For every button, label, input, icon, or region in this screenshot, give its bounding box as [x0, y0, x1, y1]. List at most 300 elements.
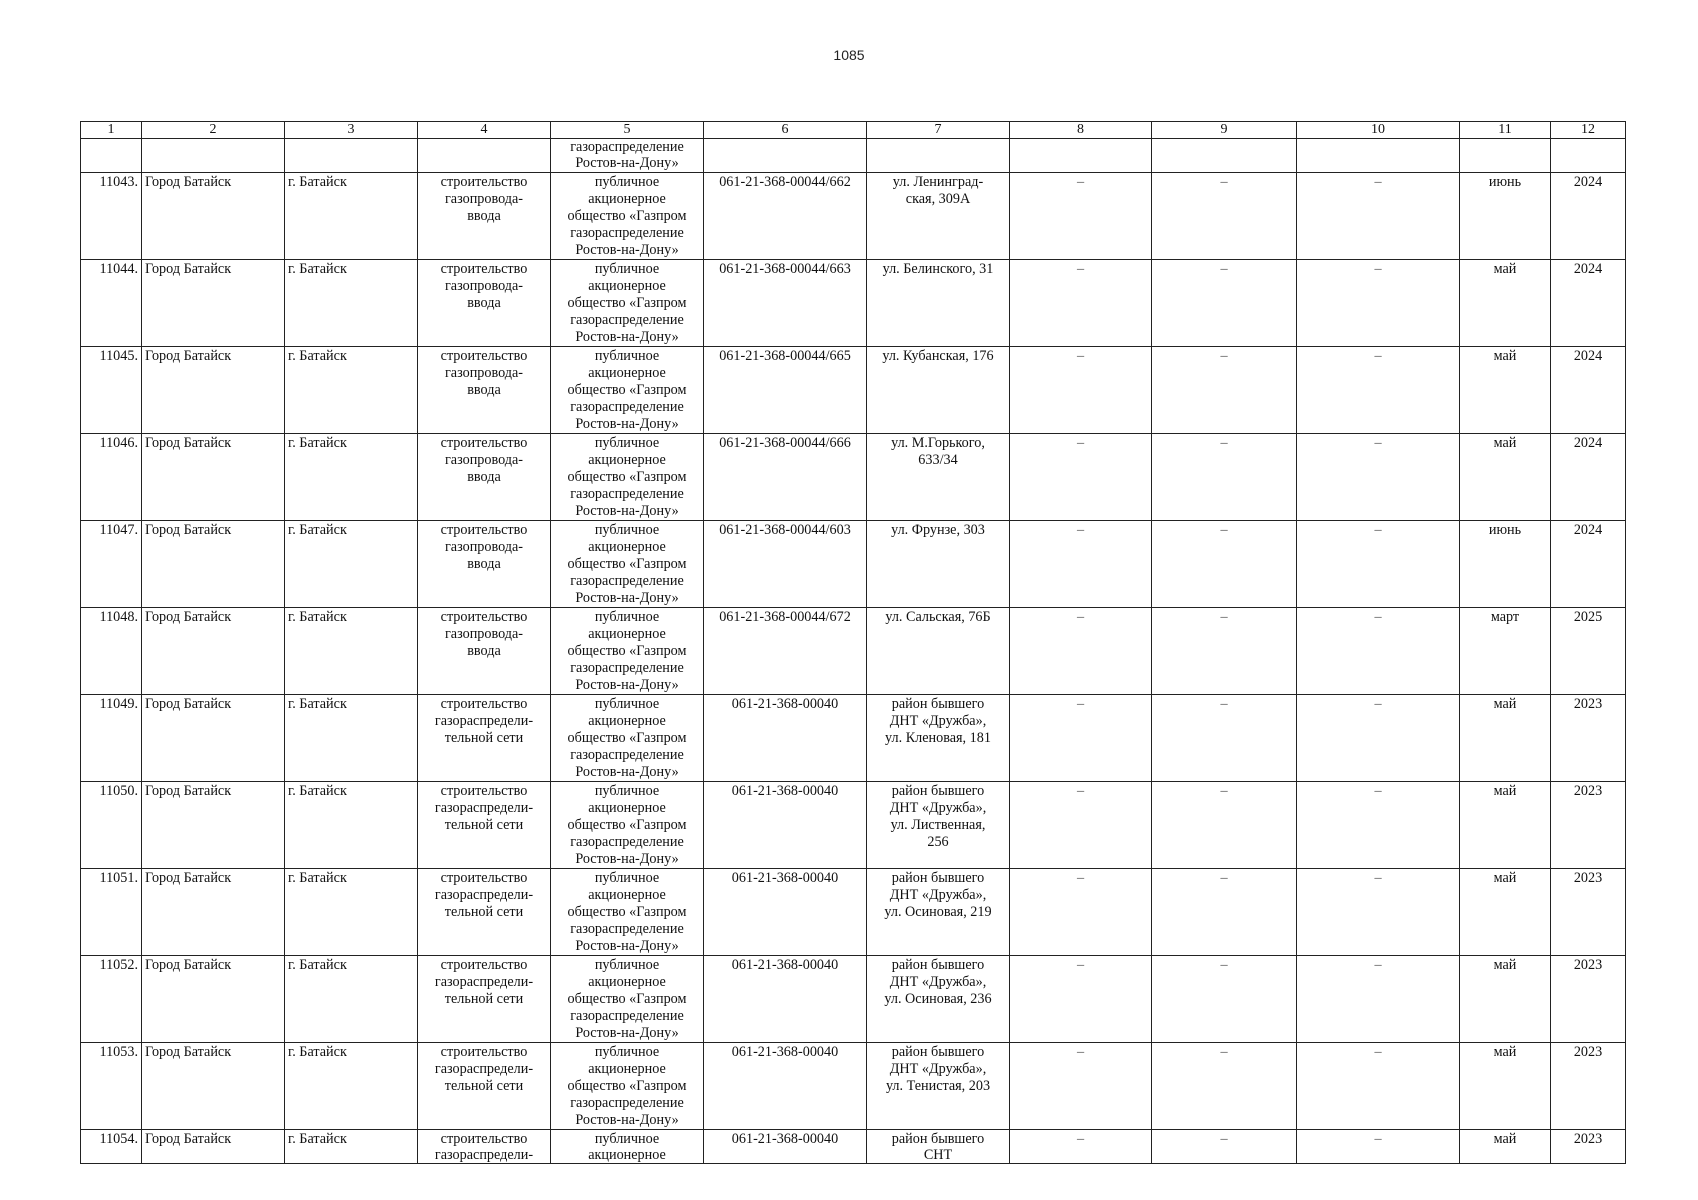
cell-col8: –	[1010, 782, 1152, 869]
cell-work-line: тельной сети	[444, 817, 524, 833]
table-row	[81, 956, 1626, 1043]
cell-organization-line: Ростов-на-Дону»	[575, 851, 679, 867]
cell-organization-line: Ростов-на-Дону»	[575, 1025, 679, 1041]
cell-organization-line: Ростов-на-Дону»	[575, 329, 679, 345]
cell-work	[418, 260, 551, 347]
cell-address-line: ул. Кубанская, 176	[882, 348, 994, 364]
cell-address-line: СНТ	[923, 1147, 953, 1163]
cell-work-line: газораспредели-	[434, 887, 534, 903]
column-header: 2	[142, 122, 285, 139]
cell-work-line: тельной сети	[444, 904, 524, 920]
cell-empty	[1152, 139, 1297, 173]
cell-number: 11051.	[81, 869, 142, 956]
cell-municipality: Город Батайск	[142, 173, 285, 260]
cell-work-line: строительство	[440, 174, 528, 190]
cell-work-line: строительство	[440, 348, 528, 364]
cell-organization-line: акционерное	[588, 365, 666, 381]
cell-organization	[551, 956, 704, 1043]
cell-address-line: ул. Фрунзе, 303	[891, 522, 985, 538]
cell-col8: –	[1010, 260, 1152, 347]
cell-month: май	[1460, 434, 1551, 521]
cell-number: 11045.	[81, 347, 142, 434]
cell-address-line: ул. Сальская, 76Б	[885, 609, 991, 625]
cell-work-line: газопровода-	[444, 365, 524, 381]
cell-empty	[1551, 139, 1626, 173]
cell-col10: –	[1297, 260, 1460, 347]
cell-code: 061-21-368-00040	[704, 1043, 867, 1130]
cell-address-line: ДНТ «Дружба»,	[889, 713, 987, 729]
cell-organization-line: общество «Газпром	[567, 643, 687, 659]
cell-col8: –	[1010, 1130, 1152, 1164]
cell-organization	[551, 1130, 704, 1164]
cell-month: май	[1460, 347, 1551, 434]
cell-work-line: строительство	[440, 1044, 528, 1060]
cell-work-line: ввода	[467, 382, 501, 398]
cell-col9: –	[1152, 260, 1297, 347]
cell-col10: –	[1297, 434, 1460, 521]
cell-organization	[551, 521, 704, 608]
cell-address-line: 633/34	[918, 452, 958, 468]
cell-settlement: г. Батайск	[285, 782, 418, 869]
cell-year: 2024	[1551, 521, 1626, 608]
cell-work	[418, 173, 551, 260]
cell-organization-line: публичное	[594, 1044, 660, 1060]
cell-settlement: г. Батайск	[285, 347, 418, 434]
cell-month: май	[1460, 1130, 1551, 1164]
cell-organization-line: общество «Газпром	[567, 1078, 687, 1094]
cell-address-line: ДНТ «Дружба»,	[889, 1061, 987, 1077]
cell-organization-line: публичное	[594, 261, 660, 277]
cell-address-line: ул. Белинского, 31	[882, 261, 994, 277]
column-header: 11	[1460, 122, 1551, 139]
cell-organization-line: акционерное	[588, 278, 666, 294]
cell-organization-line: общество «Газпром	[567, 208, 687, 224]
cell-work-line: тельной сети	[444, 730, 524, 746]
cell-address	[867, 260, 1010, 347]
cell-municipality: Город Батайск	[142, 521, 285, 608]
cell-work-line: газопровода-	[444, 278, 524, 294]
cell-address-line: район бывшего	[891, 696, 985, 712]
cell-address	[867, 782, 1010, 869]
cell-address	[867, 521, 1010, 608]
cell-col8: –	[1010, 347, 1152, 434]
table-row	[81, 782, 1626, 869]
cell-address-line: ул. Тенистая, 203	[885, 1078, 991, 1094]
cell-month: май	[1460, 956, 1551, 1043]
cell-work-line: тельной сети	[444, 1078, 524, 1094]
cell-organization	[551, 608, 704, 695]
cell-col8: –	[1010, 608, 1152, 695]
cell-number: 11050.	[81, 782, 142, 869]
table-row	[81, 608, 1626, 695]
cell-organization-line: газораспределение	[570, 225, 684, 241]
cell-month: май	[1460, 1043, 1551, 1130]
cell-work-line: ввода	[467, 208, 501, 224]
cell-work-line: тельной сети	[444, 991, 524, 1007]
header-row	[81, 122, 1626, 139]
cell-organization-line: публичное	[594, 957, 660, 973]
cell-address	[867, 869, 1010, 956]
cell-col9: –	[1152, 434, 1297, 521]
cell-work-line: газопровода-	[444, 191, 524, 207]
cell-municipality: Город Батайск	[142, 260, 285, 347]
cell-number: 11054.	[81, 1130, 142, 1164]
cell-organization-line: общество «Газпром	[567, 295, 687, 311]
cell-year: 2024	[1551, 434, 1626, 521]
cell-organization-line: акционерное	[588, 887, 666, 903]
cell-empty	[704, 139, 867, 173]
cell-organization-line: публичное	[594, 1131, 660, 1147]
cell-settlement: г. Батайск	[285, 434, 418, 521]
cell-empty	[142, 139, 285, 173]
cell-address-line: район бывшего	[891, 957, 985, 973]
cell-organization	[551, 869, 704, 956]
cell-organization-line: акционерное	[588, 1147, 666, 1163]
cell-settlement: г. Батайск	[285, 173, 418, 260]
cell-municipality: Город Батайск	[142, 695, 285, 782]
cell-organization-line: Ростов-на-Дону»	[575, 590, 679, 606]
cell-address-line: ДНТ «Дружба»,	[889, 887, 987, 903]
cell-address	[867, 956, 1010, 1043]
cell-settlement: г. Батайск	[285, 1043, 418, 1130]
cell-work	[418, 521, 551, 608]
cell-work-line: строительство	[440, 783, 528, 799]
cell-organization	[551, 139, 704, 173]
cell-col8: –	[1010, 956, 1152, 1043]
cell-code: 061-21-368-00044/662	[704, 173, 867, 260]
cell-settlement: г. Батайск	[285, 608, 418, 695]
cell-work	[418, 434, 551, 521]
table-row	[81, 695, 1626, 782]
cell-col8: –	[1010, 173, 1152, 260]
cell-address-line: ул. Ленинград-	[892, 174, 984, 190]
table-row	[81, 521, 1626, 608]
cell-work-line: строительство	[440, 435, 528, 451]
cell-address-line: ул. Кленовая, 181	[885, 730, 991, 746]
cell-col9: –	[1152, 782, 1297, 869]
cell-municipality: Город Батайск	[142, 347, 285, 434]
cell-code: 061-21-368-00040	[704, 1130, 867, 1164]
cell-work-line: строительство	[440, 522, 528, 538]
cell-address-line: район бывшего	[891, 870, 985, 886]
cell-settlement: г. Батайск	[285, 521, 418, 608]
table-row	[81, 869, 1626, 956]
cell-work	[418, 1043, 551, 1130]
cell-organization	[551, 1043, 704, 1130]
table-row	[81, 347, 1626, 434]
cell-address	[867, 434, 1010, 521]
cell-municipality: Город Батайск	[142, 782, 285, 869]
cell-organization-line: газораспределение	[570, 660, 684, 676]
cell-year: 2023	[1551, 956, 1626, 1043]
cell-work	[418, 1130, 551, 1164]
registry-table	[80, 121, 1626, 1164]
cell-work	[418, 782, 551, 869]
table-row	[81, 260, 1626, 347]
cell-code: 061-21-368-00040	[704, 956, 867, 1043]
organization-line: газораспределение	[570, 139, 684, 155]
cell-empty	[418, 139, 551, 173]
column-header: 9	[1152, 122, 1297, 139]
cell-organization-line: акционерное	[588, 626, 666, 642]
cell-col10: –	[1297, 1043, 1460, 1130]
cell-address-line: 256	[927, 834, 949, 850]
cell-organization-line: общество «Газпром	[567, 817, 687, 833]
cell-code: 061-21-368-00040	[704, 695, 867, 782]
cell-address-line: район бывшего	[891, 783, 985, 799]
column-header: 8	[1010, 122, 1152, 139]
cell-organization-line: газораспределение	[570, 486, 684, 502]
column-header: 4	[418, 122, 551, 139]
cell-organization-line: газораспределение	[570, 747, 684, 763]
cell-work-line: ввода	[467, 295, 501, 311]
cell-municipality: Город Батайск	[142, 434, 285, 521]
column-header: 12	[1551, 122, 1626, 139]
cell-address-line: ул. Лиственная,	[890, 817, 986, 833]
column-header: 1	[81, 122, 142, 139]
cell-work-line: строительство	[440, 609, 528, 625]
cell-work-line: строительство	[440, 870, 528, 886]
cell-address	[867, 1130, 1010, 1164]
cell-col9: –	[1152, 1043, 1297, 1130]
cell-address	[867, 347, 1010, 434]
cell-empty	[1297, 139, 1460, 173]
cell-year: 2023	[1551, 782, 1626, 869]
table-row	[81, 173, 1626, 260]
cell-organization-line: акционерное	[588, 452, 666, 468]
cell-organization-line: Ростов-на-Дону»	[575, 764, 679, 780]
cell-year: 2024	[1551, 260, 1626, 347]
cell-code: 061-21-368-00044/672	[704, 608, 867, 695]
cell-organization-line: газораспределение	[570, 1095, 684, 1111]
cell-organization-line: акционерное	[588, 713, 666, 729]
cell-organization-line: Ростов-на-Дону»	[575, 503, 679, 519]
cell-empty	[81, 139, 142, 173]
cell-work-line: строительство	[440, 261, 528, 277]
cell-empty	[1460, 139, 1551, 173]
cell-municipality: Город Батайск	[142, 608, 285, 695]
cell-work-line: ввода	[467, 556, 501, 572]
cell-month: июнь	[1460, 521, 1551, 608]
cell-year: 2023	[1551, 1130, 1626, 1164]
cell-col9: –	[1152, 1130, 1297, 1164]
cell-code: 061-21-368-00044/603	[704, 521, 867, 608]
page-number: 1085	[833, 47, 865, 63]
cell-code: 061-21-368-00040	[704, 869, 867, 956]
cell-empty	[867, 139, 1010, 173]
cell-settlement: г. Батайск	[285, 956, 418, 1043]
cell-col9: –	[1152, 173, 1297, 260]
cell-organization-line: газораспределение	[570, 1008, 684, 1024]
cell-address-line: ул. М.Горького,	[891, 435, 985, 451]
table-row	[81, 1043, 1626, 1130]
cell-number: 11048.	[81, 608, 142, 695]
table-header	[81, 122, 1626, 139]
cell-organization-line: общество «Газпром	[567, 469, 687, 485]
cell-municipality: Город Батайск	[142, 869, 285, 956]
cell-settlement: г. Батайск	[285, 260, 418, 347]
column-header: 3	[285, 122, 418, 139]
cell-col10: –	[1297, 1130, 1460, 1164]
cell-organization-line: Ростов-на-Дону»	[575, 242, 679, 258]
cell-month: май	[1460, 260, 1551, 347]
cell-work	[418, 608, 551, 695]
cell-settlement: г. Батайск	[285, 695, 418, 782]
cell-organization-line: публичное	[594, 609, 660, 625]
cell-empty	[1010, 139, 1152, 173]
column-header: 7	[867, 122, 1010, 139]
cell-col9: –	[1152, 956, 1297, 1043]
cell-address-line: район бывшего	[891, 1044, 985, 1060]
cell-year: 2024	[1551, 347, 1626, 434]
cell-col9: –	[1152, 347, 1297, 434]
cell-organization-line: газораспределение	[570, 921, 684, 937]
cell-work-line: строительство	[440, 696, 528, 712]
cell-work-line: газораспредели-	[434, 800, 534, 816]
cell-organization-line: акционерное	[588, 800, 666, 816]
cell-address-line: ул. Осиновая, 219	[884, 904, 992, 920]
cell-work	[418, 347, 551, 434]
cell-organization-line: Ростов-на-Дону»	[575, 677, 679, 693]
cell-col8: –	[1010, 434, 1152, 521]
cell-col10: –	[1297, 173, 1460, 260]
cell-organization-line: акционерное	[588, 1061, 666, 1077]
table-body	[81, 139, 1626, 1164]
continuation-row	[81, 139, 1626, 173]
cell-organization-line: публичное	[594, 783, 660, 799]
column-header: 5	[551, 122, 704, 139]
cell-organization-line: Ростов-на-Дону»	[575, 1112, 679, 1128]
cell-organization-line: публичное	[594, 522, 660, 538]
cell-col8: –	[1010, 521, 1152, 608]
cell-work	[418, 695, 551, 782]
cell-address-line: ул. Осиновая, 236	[884, 991, 992, 1007]
cell-col10: –	[1297, 695, 1460, 782]
cell-number: 11052.	[81, 956, 142, 1043]
cell-work-line: строительство	[440, 957, 528, 973]
cell-work-line: газопровода-	[444, 626, 524, 642]
cell-number: 11046.	[81, 434, 142, 521]
cell-organization-line: публичное	[594, 435, 660, 451]
column-header: 10	[1297, 122, 1460, 139]
cell-number: 11043.	[81, 173, 142, 260]
cell-address-line: ДНТ «Дружба»,	[889, 974, 987, 990]
cell-organization-line: публичное	[594, 174, 660, 190]
cell-code: 061-21-368-00040	[704, 782, 867, 869]
cell-organization-line: публичное	[594, 870, 660, 886]
cell-organization-line: газораспределение	[570, 399, 684, 415]
cell-col9: –	[1152, 695, 1297, 782]
cell-col10: –	[1297, 521, 1460, 608]
cell-month: май	[1460, 782, 1551, 869]
table-row	[81, 434, 1626, 521]
cell-organization-line: газораспределение	[570, 573, 684, 589]
cell-work-line: ввода	[467, 469, 501, 485]
cell-col8: –	[1010, 869, 1152, 956]
cell-year: 2023	[1551, 1043, 1626, 1130]
cell-organization-line: акционерное	[588, 191, 666, 207]
cell-organization	[551, 260, 704, 347]
cell-col9: –	[1152, 608, 1297, 695]
cell-organization-line: газораспределение	[570, 834, 684, 850]
cell-organization	[551, 173, 704, 260]
cell-work-line: газораспредели-	[434, 1147, 534, 1163]
cell-work-line: строительство	[440, 1131, 528, 1147]
cell-address-line: ская, 309А	[905, 191, 971, 207]
cell-work-line: газопровода-	[444, 539, 524, 555]
cell-address	[867, 173, 1010, 260]
cell-organization-line: общество «Газпром	[567, 904, 687, 920]
cell-work-line: газораспредели-	[434, 1061, 534, 1077]
cell-work	[418, 956, 551, 1043]
cell-empty	[285, 139, 418, 173]
cell-address	[867, 1043, 1010, 1130]
cell-number: 11047.	[81, 521, 142, 608]
cell-col9: –	[1152, 521, 1297, 608]
cell-organization-line: Ростов-на-Дону»	[575, 938, 679, 954]
cell-col10: –	[1297, 869, 1460, 956]
cell-month: май	[1460, 869, 1551, 956]
cell-municipality: Город Батайск	[142, 1043, 285, 1130]
cell-settlement: г. Батайск	[285, 1130, 418, 1164]
cell-number: 11053.	[81, 1043, 142, 1130]
cell-year: 2023	[1551, 869, 1626, 956]
cell-number: 11049.	[81, 695, 142, 782]
cell-organization-line: общество «Газпром	[567, 382, 687, 398]
cell-organization-line: Ростов-на-Дону»	[575, 416, 679, 432]
cell-organization	[551, 347, 704, 434]
cell-col10: –	[1297, 608, 1460, 695]
cell-municipality: Город Батайск	[142, 956, 285, 1043]
cell-month: май	[1460, 695, 1551, 782]
cell-code: 061-21-368-00044/663	[704, 260, 867, 347]
cell-work	[418, 869, 551, 956]
cell-organization-line: публичное	[594, 348, 660, 364]
cell-work-line: газораспредели-	[434, 974, 534, 990]
cell-organization	[551, 434, 704, 521]
cell-organization-line: акционерное	[588, 539, 666, 555]
cell-work-line: газораспредели-	[434, 713, 534, 729]
cell-work-line: ввода	[467, 643, 501, 659]
cell-year: 2023	[1551, 695, 1626, 782]
cell-month: март	[1460, 608, 1551, 695]
cell-organization	[551, 695, 704, 782]
cell-organization-line: акционерное	[588, 974, 666, 990]
cell-col10: –	[1297, 347, 1460, 434]
cell-organization-line: публичное	[594, 696, 660, 712]
cell-address-line: район бывшего	[891, 1131, 985, 1147]
column-header: 6	[704, 122, 867, 139]
organization-line: Ростов-на-Дону»	[575, 155, 679, 171]
cell-col10: –	[1297, 956, 1460, 1043]
cell-address	[867, 608, 1010, 695]
cell-year: 2024	[1551, 173, 1626, 260]
cell-col8: –	[1010, 1043, 1152, 1130]
cell-organization-line: общество «Газпром	[567, 730, 687, 746]
cell-number: 11044.	[81, 260, 142, 347]
cell-year: 2025	[1551, 608, 1626, 695]
cell-col9: –	[1152, 869, 1297, 956]
cell-organization-line: газораспределение	[570, 312, 684, 328]
cell-code: 061-21-368-00044/665	[704, 347, 867, 434]
cell-settlement: г. Батайск	[285, 869, 418, 956]
table-row	[81, 1130, 1626, 1164]
cell-organization-line: общество «Газпром	[567, 556, 687, 572]
cell-work-line: газопровода-	[444, 452, 524, 468]
cell-municipality: Город Батайск	[142, 1130, 285, 1164]
cell-code: 061-21-368-00044/666	[704, 434, 867, 521]
cell-organization	[551, 782, 704, 869]
